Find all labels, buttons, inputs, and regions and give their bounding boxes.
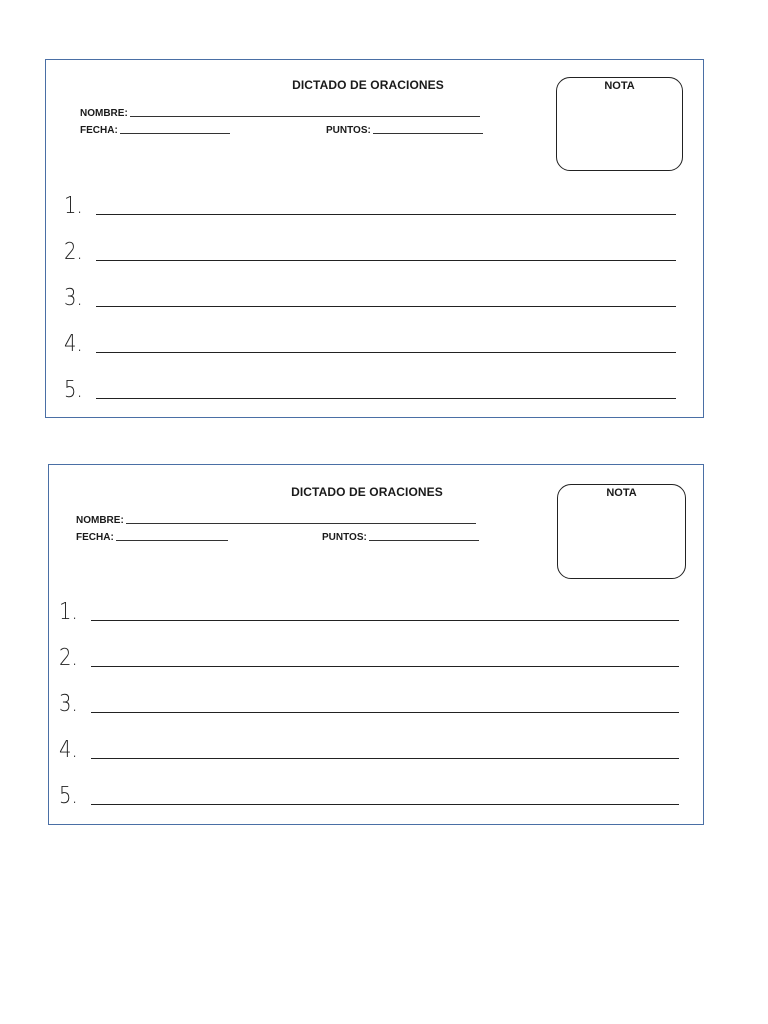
sentence-row-3[interactable]	[59, 686, 679, 716]
puntos-field[interactable]	[322, 531, 479, 543]
sentence-answer-line[interactable]	[96, 250, 676, 261]
nota-box[interactable]	[556, 77, 683, 171]
sentence-answer-line[interactable]	[91, 610, 679, 621]
sentence-number: 1.	[59, 599, 78, 625]
sentence-answer-line[interactable]	[96, 342, 676, 353]
sentence-number: 4.	[64, 331, 83, 357]
sentence-row-1[interactable]	[59, 594, 679, 624]
puntos-input-line[interactable]	[373, 124, 483, 134]
fecha-label: FECHA:	[76, 532, 114, 543]
sentence-row-4[interactable]	[59, 732, 679, 762]
fecha-input-line[interactable]	[116, 531, 228, 541]
puntos-label: PUNTOS:	[326, 125, 371, 136]
nota-box[interactable]	[557, 484, 686, 579]
sentence-number: 2.	[59, 645, 78, 671]
sentence-answer-line[interactable]	[91, 656, 679, 667]
nombre-input-line[interactable]	[130, 107, 480, 117]
worksheet-card-2	[48, 464, 704, 825]
sentence-number: 1.	[64, 193, 83, 219]
sentence-row-3[interactable]	[64, 280, 676, 310]
nombre-label: NOMBRE:	[80, 108, 128, 119]
sentence-answer-line[interactable]	[96, 296, 676, 307]
sentence-row-4[interactable]	[64, 326, 676, 356]
sentence-answer-line[interactable]	[96, 388, 676, 399]
sentence-number: 2.	[64, 239, 83, 265]
sentence-number: 5.	[59, 783, 78, 809]
puntos-input-line[interactable]	[369, 531, 479, 541]
sentence-row-1[interactable]	[64, 188, 676, 218]
sentence-number: 5.	[64, 377, 83, 403]
worksheet-title: DICTADO DE ORACIONES	[292, 78, 444, 92]
sentence-number: 3.	[59, 691, 78, 717]
fecha-field[interactable]	[80, 124, 230, 136]
nombre-field[interactable]	[76, 514, 476, 526]
sentence-row-2[interactable]	[59, 640, 679, 670]
fecha-input-line[interactable]	[120, 124, 230, 134]
sentence-row-5[interactable]	[64, 372, 676, 402]
worksheet-title: DICTADO DE ORACIONES	[291, 485, 443, 499]
fecha-label: FECHA:	[80, 125, 118, 136]
sentence-number: 4.	[59, 737, 78, 763]
nombre-label: NOMBRE:	[76, 515, 124, 526]
nombre-input-line[interactable]	[126, 514, 476, 524]
nota-label: NOTA	[606, 487, 637, 499]
sentence-row-2[interactable]	[64, 234, 676, 264]
nota-top-line	[579, 77, 660, 78]
nota-label: NOTA	[604, 80, 635, 92]
sentence-number: 3.	[64, 285, 83, 311]
puntos-label: PUNTOS:	[322, 532, 367, 543]
sentence-row-5[interactable]	[59, 778, 679, 808]
sentence-answer-line[interactable]	[96, 204, 676, 215]
puntos-field[interactable]	[326, 124, 483, 136]
sentence-answer-line[interactable]	[91, 748, 679, 759]
sentence-answer-line[interactable]	[91, 794, 679, 805]
worksheet-card-1	[45, 59, 704, 418]
nombre-field[interactable]	[80, 107, 480, 119]
nota-top-line	[580, 484, 663, 485]
fecha-field[interactable]	[76, 531, 228, 543]
sentence-answer-line[interactable]	[91, 702, 679, 713]
